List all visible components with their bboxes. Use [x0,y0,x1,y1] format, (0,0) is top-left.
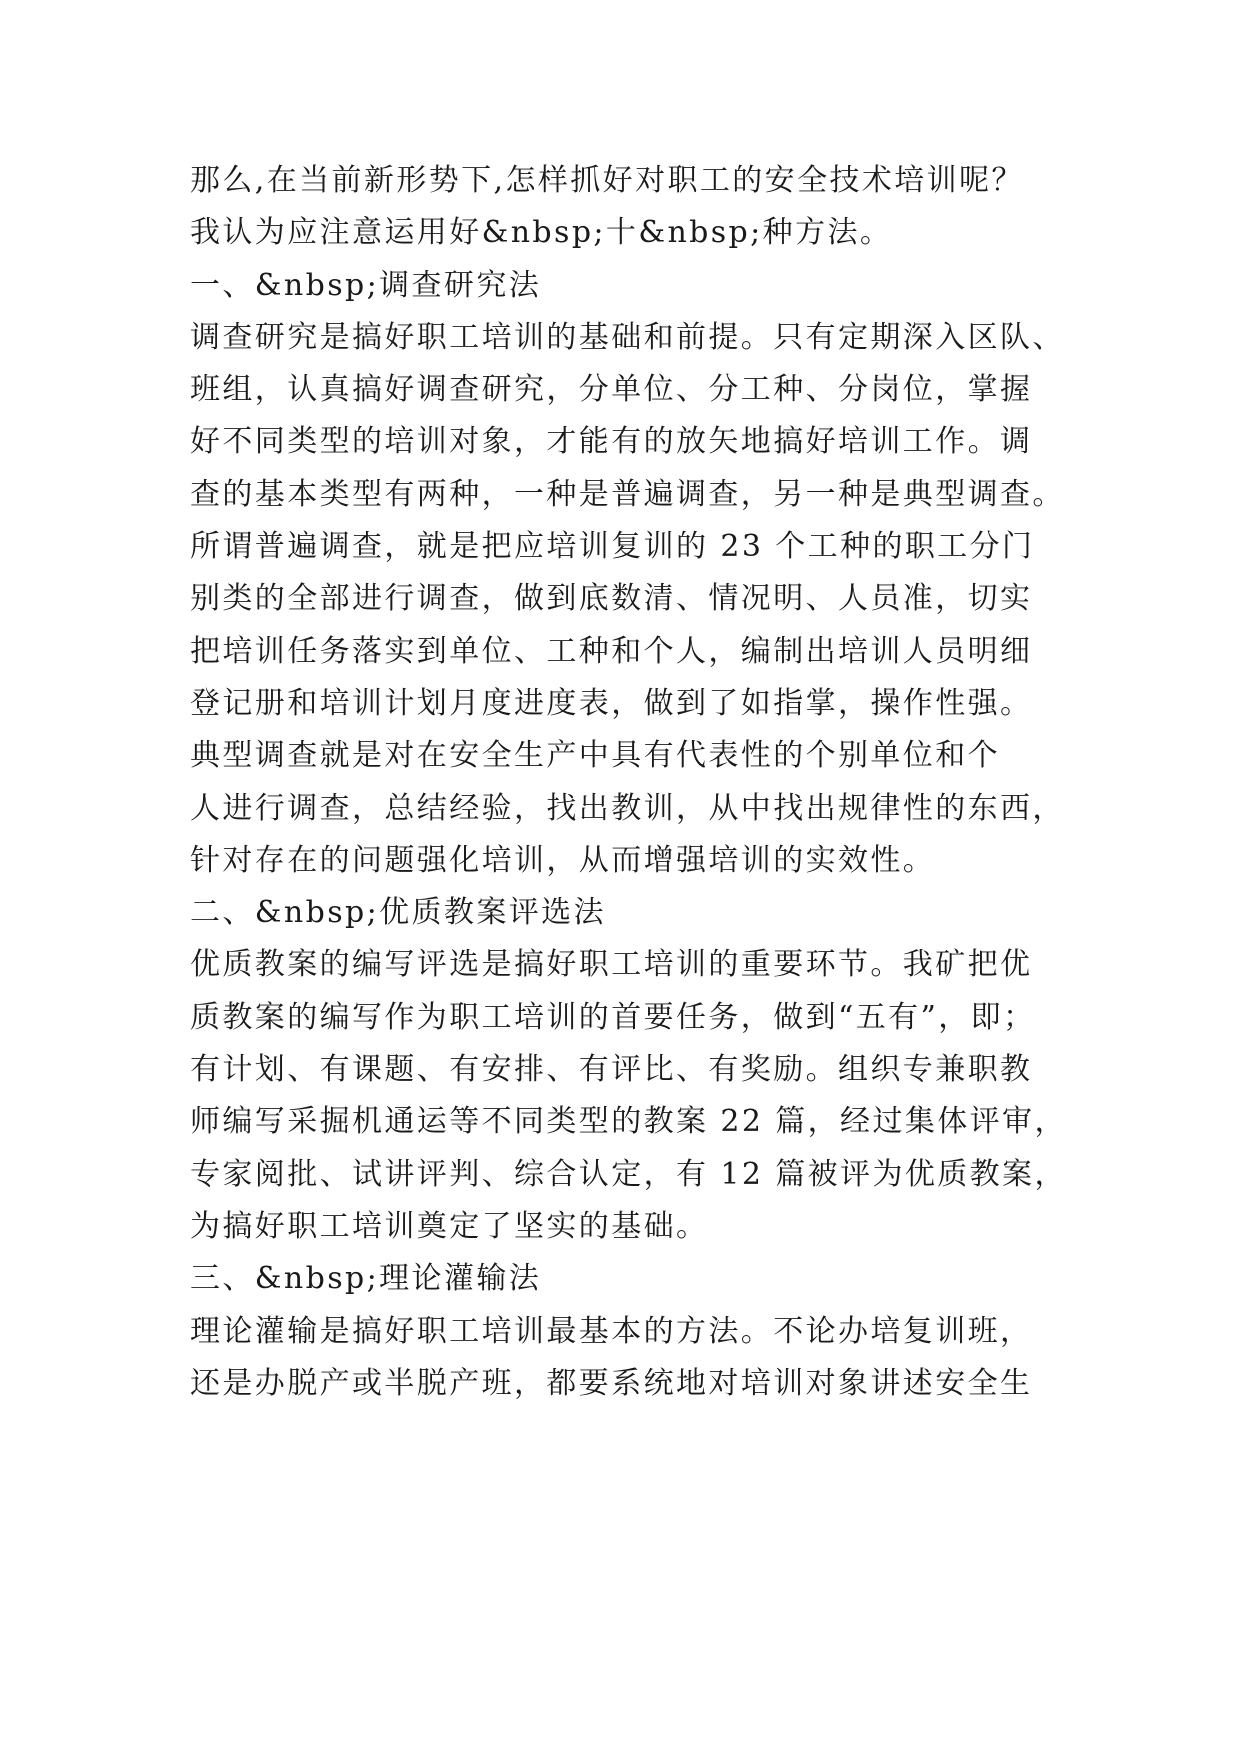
text-line: 把培训任务落实到单位、工种和个人，编制出培训人员明细 [190,633,1033,669]
text-line: 别类的全部进行调查，做到底数清、情况明、人员准，切实 [190,581,1033,617]
section-heading: 三、&nbsp;理论灌输法 [190,1261,542,1297]
text-line: 登记册和培训计划月度进度表，做到了如指掌，操作性强。 [190,685,1033,721]
text-line: 好不同类型的培训对象，才能有的放矢地搞好培训工作。调 [190,424,1033,460]
section-heading: 一、&nbsp;调查研究法 [190,267,542,303]
text-line: 师编写采掘机通运等不同类型的教案 22 篇，经过集体评审， [190,1104,1067,1140]
text-line: 班组，认真搞好调查研究，分单位、分工种、分岗位，掌握 [190,372,1033,408]
text-line: 为搞好职工培训奠定了坚实的基础。 [190,1208,709,1244]
text-line: 针对存在的问题强化培训，从而增强培训的实效性。 [190,842,936,878]
text-line: 我认为应注意运用好&nbsp;十&nbsp;种方法。 [190,215,893,251]
text-line: 还是办脱产或半脱产班，都要系统地对培训对象讲述安全生 [190,1365,1033,1401]
text-line: 专家阅批、试讲评判、综合认定，有 12 篇被评为优质教案， [190,1156,1067,1192]
text-line: 典型调查就是对在安全生产中具有代表性的个别单位和个 [190,738,1000,774]
text-line: 那么,在当前新形势下,怎样抓好对职工的安全技术培训呢？ [190,163,1024,198]
text-line: 有计划、有课题、有安排、有评比、有奖励。组织专兼职教 [190,1052,1033,1088]
text-line: 理论灌输是搞好职工培训最基本的方法。不论办培复训班， [190,1313,1033,1349]
text-line: 所谓普遍调查，就是把应培训复训的 23 个工种的职工分门 [190,529,1035,565]
section-heading: 二、&nbsp;优质教案评选法 [190,895,606,931]
text-line: 查的基本类型有两种，一种是普遍调查，另一种是典型调查。 [190,476,1065,512]
text-line: 优质教案的编写评选是搞好职工培训的重要环节。我矿把优 [190,947,1033,983]
text-line: 人进行调查，总结经验，找出教训，从中找出规律性的东西， [190,790,1065,826]
text-line: 调查研究是搞好职工培训的基础和前提。只有定期深入区队、 [190,319,1065,355]
document-body [190,155,1070,1410]
text-line: 质教案的编写作为职工培训的首要任务，做到“五有”，即； [190,999,1036,1035]
